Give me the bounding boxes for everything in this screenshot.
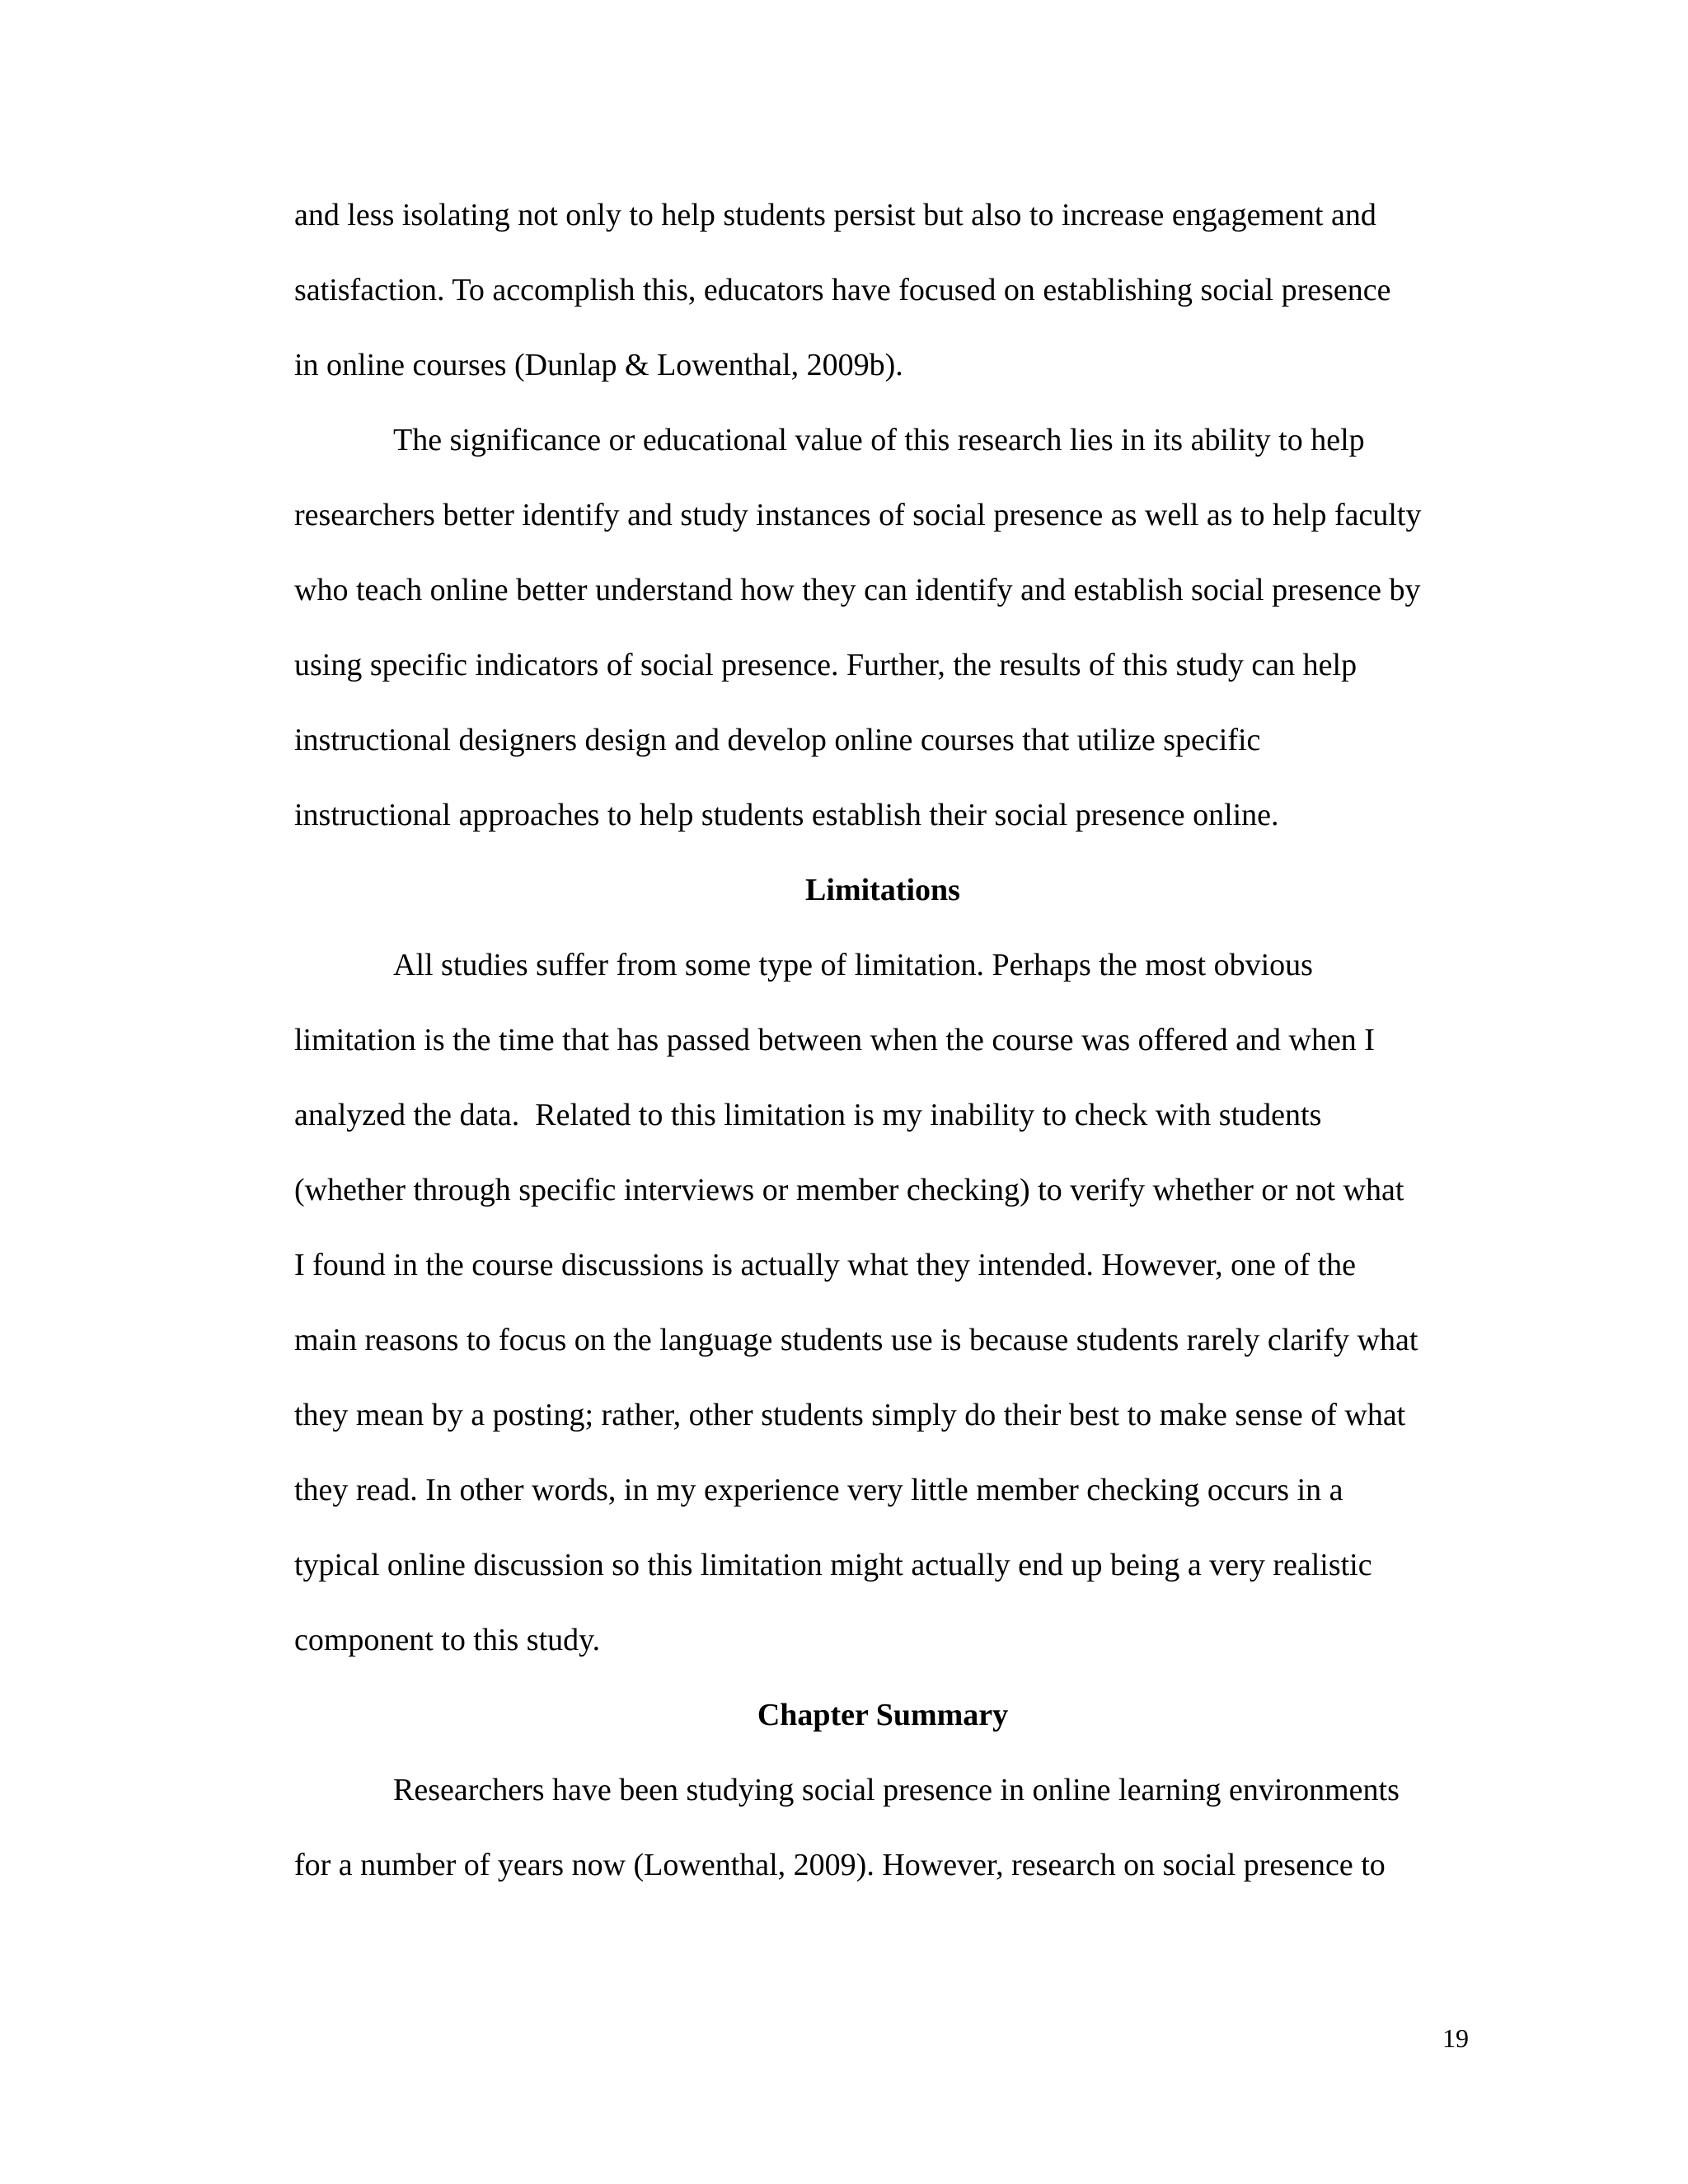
paragraph-4-line-1: Researchers have been studying social presence in online learning environments (393, 1773, 1400, 1807)
paragraph-4-line-2: for a number of years now (Lowenthal, 2009). However, research on social presence to (294, 1848, 1386, 1882)
page-number: 19 (1442, 2023, 1469, 2053)
paragraph-3-line-8: they read. In other words, in my experience very little member checking occurs in a (294, 1473, 1343, 1507)
paragraph-2-line-3: who teach online better understand how they can identify and establish social presence by (294, 573, 1421, 607)
section-heading-chapter-summary: Chapter Summary (757, 1698, 1009, 1732)
paragraph-1-line-1: and less isolating not only to help students persist but also to increase engagement and (294, 198, 1376, 232)
section-heading-limitations: Limitations (805, 873, 960, 907)
paragraph-3-line-6: main reasons to focus on the language students use is because students rarely clarify what (294, 1323, 1418, 1357)
paragraph-1-line-3: in online courses (Dunlap & Lowenthal, 2009b). (294, 348, 903, 382)
paragraph-3-line-3: analyzed the data. Related to this limitation is my inability to check with students (294, 1098, 1322, 1132)
paragraph-3-line-4: (whether through specific interviews or member checking) to verify whether or not what (294, 1173, 1404, 1207)
paragraph-2-line-4: using specific indicators of social presence. Further, the results of this study can help (294, 648, 1357, 682)
paragraph-3-line-5: I found in the course discussions is actually what they intended. However, one of the (294, 1248, 1357, 1282)
paragraph-1-line-2: satisfaction. To accomplish this, educators have focused on establishing social presence (294, 273, 1391, 307)
paragraph-3-line-9: typical online discussion so this limitation might actually end up being a very realistic (294, 1548, 1372, 1582)
paragraph-2-line-1: The significance or educational value of this research lies in its ability to help (393, 423, 1365, 457)
paragraph-3-line-7: they mean by a posting; rather, other students simply do their best to make sense of what (294, 1398, 1406, 1432)
paragraph-2-line-2: researchers better identify and study instances of social presence as well as to help faculty (294, 498, 1422, 532)
paragraph-2-line-5: instructional designers design and develop online courses that utilize specific (294, 723, 1261, 757)
paragraph-3-line-1: All studies suffer from some type of limitation. Perhaps the most obvious (393, 948, 1313, 982)
paragraph-3-line-2: limitation is the time that has passed between when the course was offered and when I (294, 1023, 1375, 1057)
paragraph-3-line-10: component to this study. (294, 1623, 601, 1657)
paragraph-2-line-6: instructional approaches to help students establish their social presence online. (294, 798, 1279, 832)
